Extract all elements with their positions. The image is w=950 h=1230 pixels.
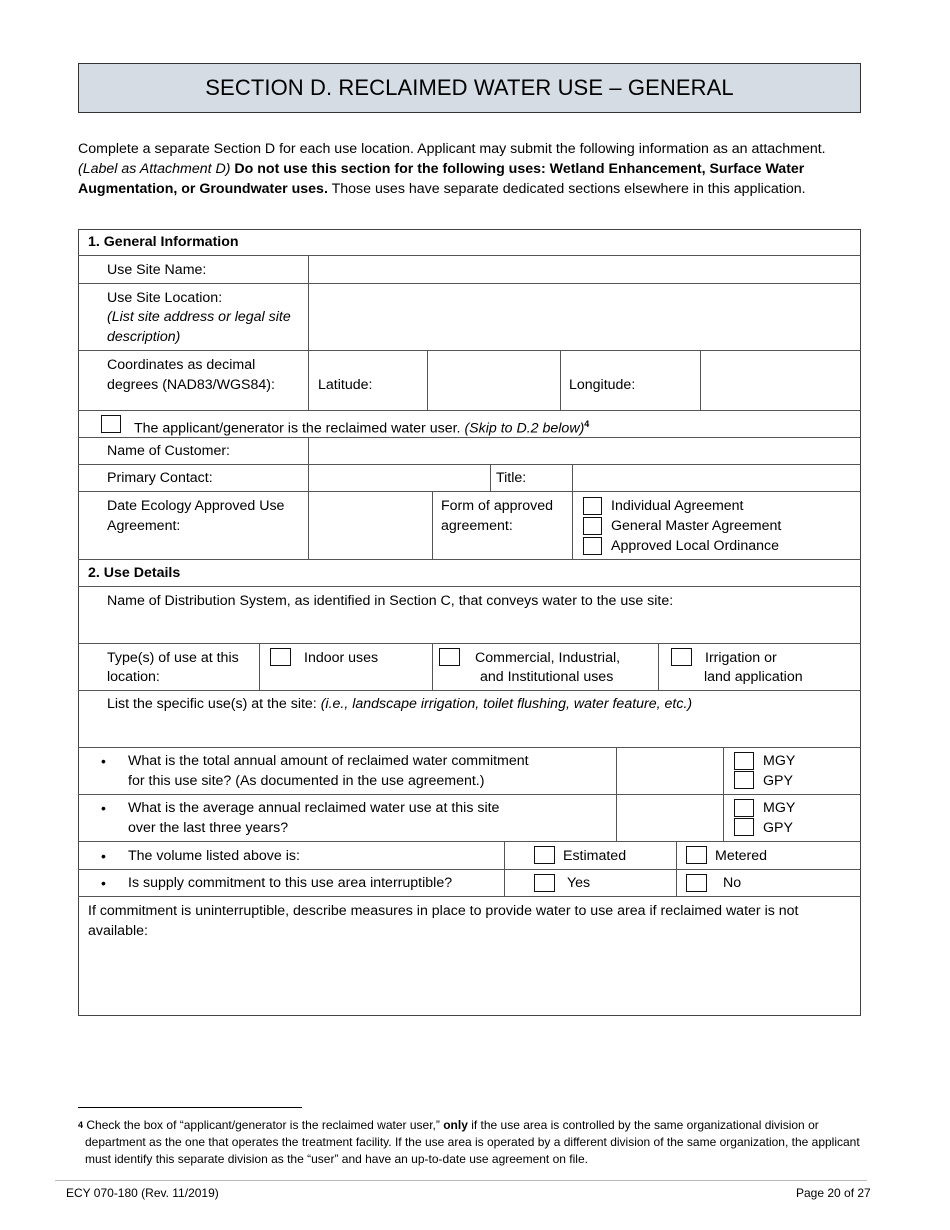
customer-label: Name of Customer:: [107, 443, 230, 459]
rule: [78, 841, 861, 842]
approved-local-ordinance-checkbox[interactable]: [583, 537, 602, 555]
rule: [427, 350, 428, 410]
rule: [78, 559, 861, 560]
rule: [78, 747, 861, 748]
no-label: No: [723, 875, 742, 891]
rule: [78, 586, 861, 587]
unit-gpy: GPY: [763, 773, 793, 789]
rule: [308, 437, 309, 559]
page-number: Page 20 of 27: [796, 1186, 871, 1200]
use-site-location-hint: (List site address or legal site: [107, 309, 291, 325]
specific-use-label: List the specific use(s) at the site:: [107, 696, 321, 712]
commercial-uses-label: Commercial, Industrial,: [475, 650, 621, 666]
form-option-master: General Master Agreement: [611, 518, 782, 534]
footer-rule: [55, 1180, 867, 1181]
uninterruptible-label: If commitment is uninterruptible, describe measures in place to provide water to use area if reclaimed water is not: [88, 903, 799, 919]
rule: [432, 491, 433, 559]
unit-mgy: MGY: [763, 800, 796, 816]
q2-gpy-checkbox[interactable]: [734, 818, 754, 836]
rule: [490, 464, 491, 491]
unit-mgy: MGY: [763, 753, 796, 769]
indoor-uses-checkbox[interactable]: [270, 648, 291, 666]
applicant-user-checkbox[interactable]: [101, 415, 121, 433]
rule: [432, 643, 433, 690]
q1-mgy-checkbox[interactable]: [734, 752, 754, 770]
rule: [572, 464, 573, 559]
form-table: [78, 229, 861, 1016]
irrigation-label: land application: [704, 669, 803, 685]
form-option-individual: Individual Agreement: [611, 498, 744, 514]
use-site-location-hint: description): [107, 329, 181, 345]
rule: [308, 255, 309, 350]
rule: [560, 350, 561, 410]
yes-checkbox[interactable]: [534, 874, 555, 892]
rule: [658, 643, 659, 690]
footnote-text: must identify this separate division as the “user” and have an up-to-date use agreement on file.: [85, 1152, 588, 1166]
section-title-box: [78, 63, 861, 113]
rule: [676, 841, 677, 896]
no-checkbox[interactable]: [686, 874, 707, 892]
rule: [308, 350, 309, 410]
rule: [700, 350, 701, 410]
footnote: [78, 1117, 878, 1168]
footnote-number: 4: [78, 1120, 84, 1130]
rule: [259, 643, 260, 690]
date-approved-label: Date Ecology Approved Use: [107, 498, 285, 514]
form-id: ECY 070-180 (Rev. 11/2019): [66, 1186, 219, 1200]
rule: [723, 747, 724, 841]
q-average-use: over the last three years?: [128, 820, 289, 836]
form-option-ordinance: Approved Local Ordinance: [611, 538, 779, 554]
type-label: Type(s) of use at this: [107, 650, 239, 666]
general-master-agreement-checkbox[interactable]: [583, 517, 602, 535]
rule: [78, 464, 861, 465]
intro-italic: (Label as Attachment D): [78, 161, 231, 177]
longitude-label: Longitude:: [569, 377, 636, 393]
applicant-user-text: The applicant/generator is the reclaimed water user.: [134, 420, 465, 437]
rule: [78, 896, 861, 897]
uninterruptible-label: available:: [88, 923, 148, 939]
q-total-commitment: What is the total annual amount of reclaimed water commitment: [128, 753, 529, 769]
distribution-label: Name of Distribution System, as identified in Section C, that conveys water to the use site:: [107, 593, 674, 609]
rule: [78, 350, 861, 351]
individual-agreement-checkbox[interactable]: [583, 497, 602, 515]
metered-label: Metered: [715, 848, 768, 864]
rule: [78, 283, 861, 284]
estimated-checkbox[interactable]: [534, 846, 555, 864]
rule: [78, 491, 861, 492]
rule: [78, 410, 861, 411]
footnote-rule: [78, 1107, 302, 1108]
general-heading: 1. General Information: [88, 234, 239, 250]
commercial-uses-checkbox[interactable]: [439, 648, 460, 666]
q-total-commitment: for this use site? (As documented in the use agreement.): [128, 773, 485, 789]
use-site-location-label: Use Site Location:: [107, 290, 223, 306]
use-site-name-label: Use Site Name:: [107, 262, 207, 278]
form-approved-label: agreement:: [441, 518, 513, 534]
indoor-uses-label: Indoor uses: [304, 650, 379, 666]
use-details-heading: 2. Use Details: [88, 565, 181, 581]
footnote-bold: only: [443, 1118, 468, 1132]
latitude-label: Latitude:: [318, 377, 373, 393]
primary-contact-label: Primary Contact:: [107, 470, 213, 486]
bullet: •: [101, 753, 106, 769]
footnote-text: Check the box of “applicant/generator is the reclaimed water user,”: [83, 1118, 444, 1132]
form-approved-label: Form of approved: [441, 498, 553, 514]
intro-paragraph: [78, 139, 868, 199]
unit-gpy: GPY: [763, 820, 793, 836]
intro-bold: Do not use this section for the following uses: Wetland Enhancement, Surface Water Augmentation, or Groundwater uses.: [78, 161, 805, 197]
rule: [616, 747, 617, 841]
coords-label: Coordinates as decimal: [107, 357, 256, 373]
date-approved-label: Agreement:: [107, 518, 181, 534]
footnote-ref: 4: [584, 419, 590, 429]
footnote-text: department as the one that operates the treatment facility. If the use area is operated by a different division of the same organization, the applicant: [85, 1135, 860, 1149]
coords-label: degrees (NAD83/WGS84):: [107, 377, 275, 393]
specific-use-hint: (i.e., landscape irrigation, toilet flushing, water feature, etc.): [320, 696, 693, 712]
irrigation-checkbox[interactable]: [671, 648, 692, 666]
title-label: Title:: [496, 470, 527, 486]
section-title: SECTION D. RECLAIMED WATER USE – GENERAL: [205, 75, 734, 100]
rule: [78, 869, 861, 870]
irrigation-label: Irrigation or: [705, 650, 777, 666]
rule: [78, 643, 861, 644]
metered-checkbox[interactable]: [686, 846, 707, 864]
bullet: •: [101, 848, 106, 864]
bullet: •: [101, 875, 106, 891]
rule: [78, 255, 861, 256]
rule: [504, 841, 505, 896]
q-average-use: What is the average annual reclaimed water use at this site: [128, 800, 500, 816]
rule: [78, 690, 861, 691]
commercial-uses-label: and Institutional uses: [480, 669, 614, 685]
estimated-label: Estimated: [563, 848, 627, 864]
applicant-user-skip: (Skip to D.2 below): [464, 420, 585, 437]
q-interruptible: Is supply commitment to this use area interruptible?: [128, 875, 453, 891]
type-label: location:: [107, 669, 160, 685]
intro-text-end: Those uses have separate dedicated sections elsewhere in this application.: [327, 181, 806, 197]
intro-text: Complete a separate Section D for each use location. Applicant may submit the following information as an attachment.: [78, 141, 826, 157]
q1-gpy-checkbox[interactable]: [734, 771, 754, 789]
bullet: •: [101, 800, 106, 816]
footnote-text: if the use area is controlled by the same organizational division or: [467, 1118, 819, 1132]
q2-mgy-checkbox[interactable]: [734, 799, 754, 817]
rule: [78, 794, 861, 795]
yes-label: Yes: [567, 875, 591, 891]
q-volume-type: The volume listed above is:: [128, 848, 300, 864]
